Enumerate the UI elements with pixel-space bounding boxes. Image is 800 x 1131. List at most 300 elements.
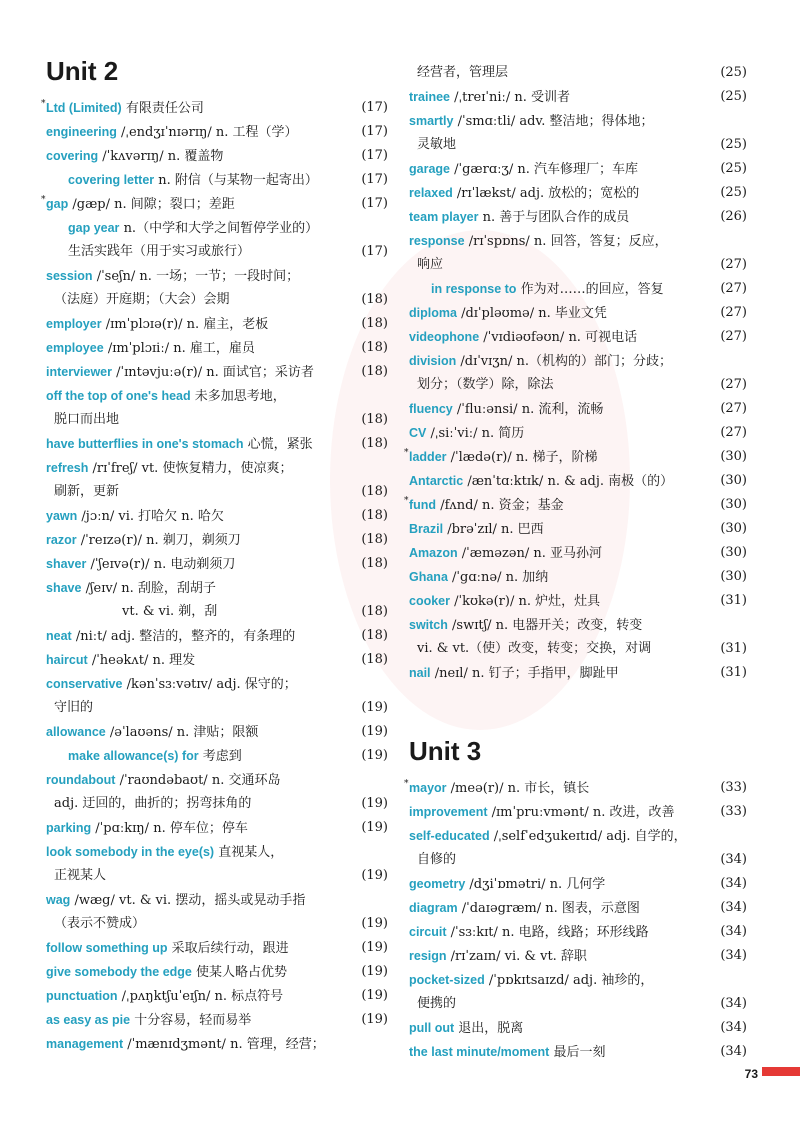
headword: management [46, 1037, 124, 1051]
vocab-entry [409, 968, 747, 992]
page-reference: (25) [720, 65, 747, 80]
entry-text [409, 421, 524, 446]
headword: Ghana [409, 570, 448, 584]
entry-text [46, 504, 224, 529]
definition: 采取后续行动，跟进 [171, 941, 289, 956]
vocab-entry-continuation [409, 253, 747, 277]
definition: /brəˈzɪl/ n. 巴西 [447, 522, 544, 537]
entry-text [54, 408, 119, 432]
headword: employer [46, 317, 102, 331]
vocab-entry [409, 157, 747, 181]
headword: employee [46, 341, 104, 355]
definition: /ˈgɑːnə/ n. 加纳 [452, 570, 549, 585]
definition: /ɪmˈplɔɪiː/ n. 雇工，雇员 [107, 341, 255, 356]
definition: /rɪˈspɒns/ n. 回答，答复；反应， [468, 234, 668, 249]
entry-text [68, 744, 242, 769]
vocab-entry [46, 432, 388, 456]
vocab-entry [409, 896, 747, 920]
page-reference: (30) [720, 497, 747, 512]
entry-text [404, 445, 598, 470]
definition: 心慌，紧张 [247, 437, 313, 452]
entry-text [46, 144, 223, 169]
definition: /ˈæməzən/ n. 亚马孙河 [461, 546, 603, 561]
definition: /ˈseʃn/ n. 一场；一节；一段时间； [96, 269, 300, 284]
page-reference: (18) [361, 652, 388, 667]
page-reference: (34) [720, 852, 747, 867]
headword: nail [409, 666, 431, 680]
headword: parking [46, 821, 92, 835]
headword: team player [409, 210, 479, 224]
entry-text [409, 661, 619, 686]
headword: engineering [46, 125, 117, 139]
entry-text [409, 613, 642, 638]
entry-text [46, 768, 280, 793]
headword: Amazon [409, 546, 458, 560]
page-reference: (18) [361, 508, 388, 523]
definition: /ˈfluːənsi/ n. 流利，流畅 [456, 402, 604, 417]
vocab-entry [409, 1040, 747, 1064]
vocab-entry [46, 1008, 388, 1032]
headword: gap year [68, 221, 120, 235]
definition: n.（中学和大学之间暂停学业的） [123, 221, 319, 236]
page-reference: (17) [361, 196, 388, 211]
entry-text [46, 960, 287, 985]
headword: resign [409, 949, 447, 963]
definition: /dɪˈvɪʒn/ n.（机构的）部门；分歧； [460, 354, 673, 369]
entry-text [409, 872, 605, 897]
headword: cooker [409, 594, 450, 608]
definition: vt. & vi. 剃，刮 [122, 604, 218, 619]
entry-text [417, 133, 456, 157]
headword: diagram [409, 901, 458, 915]
definition: 脱口而出地 [54, 412, 120, 427]
page-reference: (18) [361, 364, 388, 379]
entry-text [122, 600, 217, 624]
vocab-entry-continuation [46, 864, 388, 888]
entry-text [409, 157, 638, 182]
entry-text [46, 648, 195, 673]
headword: follow something up [46, 941, 168, 955]
entry-text [46, 672, 297, 697]
page-reference: (27) [720, 329, 747, 344]
entry-text [409, 896, 640, 921]
page-reference: (34) [720, 876, 747, 891]
entry-text [68, 216, 318, 241]
definition: 经营者，管理层 [417, 65, 509, 80]
headword: roundabout [46, 773, 116, 787]
vocab-entry-continuation [409, 848, 747, 872]
page-reference: (33) [720, 780, 747, 795]
vocab-entry [409, 277, 747, 301]
entry-text [46, 552, 235, 577]
entry-text [409, 944, 587, 969]
vocab-entry-continuation [46, 696, 388, 720]
headword: garage [409, 162, 450, 176]
definition: /gæp/ n. 间隙；裂口；差距 [72, 197, 235, 212]
vocab-entry [409, 421, 747, 445]
headword: CV [409, 426, 427, 440]
entry-text [417, 848, 456, 872]
entry-text [41, 96, 204, 121]
entry-text [417, 637, 651, 661]
page-reference: (31) [720, 641, 747, 656]
definition: /rɪˈlækst/ adj. 放松的；宽松的 [456, 186, 640, 201]
headword: razor [46, 533, 77, 547]
vocab-entry [409, 824, 747, 848]
headword: improvement [409, 805, 488, 819]
key-word-marker: * [404, 496, 409, 506]
definition: 退出，脱离 [458, 1021, 524, 1036]
vocab-entry [46, 984, 388, 1008]
definition: 自修的 [417, 852, 457, 867]
vocab-entry [409, 349, 747, 373]
page-reference: (34) [720, 1044, 747, 1059]
entry-text [417, 992, 456, 1016]
page-reference: (25) [720, 161, 747, 176]
unit-3-title: Unit 3 [409, 736, 482, 766]
headword: geometry [409, 877, 466, 891]
definition: /rɪˈfreʃ/ vt. 使恢复精力，使凉爽； [92, 461, 293, 476]
entry-text [409, 541, 602, 566]
headword: self-educated [409, 829, 490, 843]
definition: /ˈʃeɪvə(r)/ n. 电动剃须刀 [90, 557, 236, 572]
page-reference: (18) [361, 340, 388, 355]
definition: /ˈreɪzə(r)/ n. 剃刀，剃须刀 [80, 533, 241, 548]
entry-text [46, 720, 258, 745]
headword: response [409, 234, 465, 248]
definition: adj. 迂回的，曲折的；拐弯抹角的 [54, 796, 252, 811]
entry-text [404, 493, 564, 518]
entry-text [41, 192, 235, 217]
vocab-entry [46, 960, 388, 984]
entry-text [46, 576, 216, 601]
definition: /ˌsiːˈviː/ n. 简历 [430, 426, 525, 441]
vocab-entry-continuation [409, 61, 747, 85]
page-reference: (17) [361, 148, 388, 163]
vocab-entry-continuation [409, 133, 747, 157]
definition: 刷新，更新 [54, 484, 120, 499]
definition: /niːt/ adj. 整洁的，整齐的，有条理的 [75, 629, 296, 644]
page-reference: (18) [361, 628, 388, 643]
entry-text [46, 384, 286, 409]
vocab-entry [409, 397, 747, 421]
vocab-entry-continuation [46, 600, 388, 624]
vocab-entry [409, 181, 747, 205]
page-reference: (19) [361, 796, 388, 811]
definition: /ænˈtɑːktɪk/ n. & adj. 南极（的） [467, 474, 674, 489]
vocab-entry [46, 576, 388, 600]
headword: look somebody in the eye(s) [46, 845, 215, 859]
entry-text [68, 240, 250, 264]
definition: /ˌtreɪˈniː/ n. 受训者 [454, 90, 571, 105]
vocab-entry-continuation [46, 480, 388, 504]
page-reference: (25) [720, 185, 747, 200]
definition: 十分容易，轻而易举 [134, 1013, 252, 1028]
definition: 使某人略占优势 [196, 965, 288, 980]
definition: /ˌpʌŋktʃuˈeɪʃn/ n. 标点符号 [121, 989, 284, 1004]
definition: /ˈheəkʌt/ n. 理发 [91, 653, 196, 668]
definition: 灵敏地 [417, 137, 457, 152]
page-reference: (19) [361, 1012, 388, 1027]
vocab-entry [409, 205, 747, 229]
vocab-entry [409, 589, 747, 613]
definition: 便携的 [417, 996, 457, 1011]
page-reference: (18) [361, 604, 388, 619]
headword: fluency [409, 402, 453, 416]
page-reference: (19) [361, 748, 388, 763]
headword: refresh [46, 461, 89, 475]
definition: n. 善于与团队合作的成员 [482, 210, 630, 225]
vocab-entry-continuation [409, 373, 747, 397]
key-word-marker: * [404, 779, 409, 789]
entry-text [409, 565, 548, 590]
headword: trainee [409, 90, 450, 104]
definition: /ˈgærɑːʒ/ n. 汽车修理厂；车库 [454, 162, 639, 177]
definition: /ʃeɪv/ n. 刮脸，刮胡子 [85, 581, 216, 596]
definition: /ˈraʊndəbaʊt/ n. 交通环岛 [119, 773, 281, 788]
definition: /ˈdaɪəgræm/ n. 图表，示意图 [461, 901, 640, 916]
definition: /fʌnd/ n. 资金；基金 [440, 498, 564, 513]
entry-text [46, 432, 313, 457]
headword: session [46, 269, 93, 283]
page-reference: (34) [720, 900, 747, 915]
entry-text [46, 1032, 325, 1057]
vocab-entry-continuation [46, 792, 388, 816]
entry-text [409, 109, 653, 134]
page-reference: (19) [361, 940, 388, 955]
definition: （法庭）开庭期；（大会）会期 [54, 292, 230, 307]
vocab-entry [409, 85, 747, 109]
vocab-entry [409, 872, 747, 896]
headword: the last minute/moment [409, 1045, 550, 1059]
headword: shave [46, 581, 82, 595]
headword: Ltd (Limited) [46, 101, 122, 115]
vocab-entry [409, 1016, 747, 1040]
page-reference: (34) [720, 924, 747, 939]
entry-text [409, 301, 607, 326]
entry-text [68, 168, 318, 193]
vocab-entry [46, 456, 388, 480]
page-reference: (17) [361, 172, 388, 187]
headword: as easy as pie [46, 1013, 131, 1027]
vocab-entry [409, 920, 747, 944]
vocab-entry-continuation [409, 637, 747, 661]
page-reference: (19) [361, 820, 388, 835]
page-reference: (27) [720, 305, 747, 320]
headword: mayor [409, 781, 447, 795]
vocab-entry [46, 840, 388, 864]
page-reference: (18) [361, 412, 388, 427]
entry-text [409, 181, 639, 206]
vocab-entry [46, 336, 388, 360]
entry-text [431, 277, 664, 302]
definition: /ˌselfˈedʒukeɪtɪd/ adj. 自学的， [493, 829, 687, 844]
vocab-entry [409, 469, 747, 493]
entry-text [46, 840, 283, 865]
definition: 划分；（数学）除，除法 [417, 377, 554, 392]
page-number-bar [762, 1067, 800, 1076]
page-reference: (30) [720, 569, 747, 584]
entry-text [417, 61, 508, 85]
entry-text [46, 984, 283, 1009]
vocab-entry [46, 768, 388, 792]
page-reference: (18) [361, 532, 388, 547]
vocab-entry [46, 624, 388, 648]
vocab-entry [409, 109, 747, 133]
page-reference: (25) [720, 137, 747, 152]
vocab-entry [46, 720, 388, 744]
page-reference: (18) [361, 556, 388, 571]
vocab-entry [46, 936, 388, 960]
headword: haircut [46, 653, 88, 667]
entry-text [409, 517, 544, 542]
definition: /ˈsmɑːtli/ adv. 整洁地；得体地； [457, 114, 654, 129]
page-reference: (33) [720, 804, 747, 819]
headword: off the top of one's head [46, 389, 191, 403]
entry-text [409, 1016, 523, 1041]
entry-text [409, 968, 653, 993]
entry-text [46, 312, 268, 337]
page-reference: (30) [720, 449, 747, 464]
headword: smartly [409, 114, 454, 128]
page-number: 73 [744, 1067, 758, 1081]
vocab-entry [46, 384, 388, 408]
page-reference: (19) [361, 868, 388, 883]
definition: /ˌendʒɪˈnɪərɪŋ/ n. 工程（学） [120, 125, 298, 140]
vocab-entry [46, 120, 388, 144]
page-reference: (18) [361, 316, 388, 331]
headword: ladder [409, 450, 447, 464]
headword: diploma [409, 306, 457, 320]
vocab-entry [46, 360, 388, 384]
definition: 响应 [417, 257, 444, 272]
headword: switch [409, 618, 448, 632]
entry-text [54, 792, 251, 816]
page-reference: (27) [720, 281, 747, 296]
headword: fund [409, 498, 437, 512]
headword: shaver [46, 557, 87, 571]
headword: in response to [431, 282, 517, 296]
unit-3-entry-list [404, 776, 747, 1064]
page-reference: (19) [361, 964, 388, 979]
entry-text [409, 397, 603, 422]
vocab-entry [409, 613, 747, 637]
unit-2-title: Unit 2 [46, 56, 119, 86]
vocab-entry-continuation [46, 912, 388, 936]
headword: have butterflies in one's stomach [46, 437, 244, 451]
vocab-entry [46, 888, 388, 912]
definition: /meə(r)/ n. 市长，镇长 [450, 781, 590, 796]
definition: /jɔːn/ vi. 打哈欠 n. 哈欠 [81, 509, 224, 524]
entry-text [54, 696, 93, 720]
key-word-marker: * [404, 448, 409, 458]
page-reference: (27) [720, 425, 747, 440]
page-reference: (26) [720, 209, 747, 224]
headword: give somebody the edge [46, 965, 192, 979]
vocab-entry [409, 661, 747, 685]
vocab-entry [46, 504, 388, 528]
unit-2-entry-list [41, 96, 388, 1056]
vocab-entry [46, 1032, 388, 1056]
definition: /kənˈsɜːvətɪv/ adj. 保守的； [126, 677, 297, 692]
entry-text [54, 912, 145, 936]
entry-text [54, 480, 119, 504]
headword: videophone [409, 330, 480, 344]
headword: punctuation [46, 989, 118, 1003]
vocab-entry [409, 325, 747, 349]
vocab-entry [404, 445, 747, 469]
definition: /wæg/ vt. & vi. 摆动，摇头或晃动手指 [74, 893, 306, 908]
entry-text [417, 253, 443, 277]
vocab-entry [46, 672, 388, 696]
page-reference: (18) [361, 484, 388, 499]
vocab-entry [41, 96, 388, 120]
unit-2-entry-list-continued [404, 61, 747, 685]
definition: /dʒiˈɒmətri/ n. 几何学 [469, 877, 606, 892]
entry-text [46, 1008, 251, 1033]
vocab-entry [46, 552, 388, 576]
definition: /ˈɪntəvjuːə(r)/ n. 面试官；采访者 [116, 365, 314, 380]
vocab-entry [46, 312, 388, 336]
vocab-entry [46, 144, 388, 168]
headword: neat [46, 629, 72, 643]
page-reference: (30) [720, 473, 747, 488]
page-reference: (30) [720, 521, 747, 536]
definition: /ɪmˈpruːvmənt/ n. 改进，改善 [491, 805, 675, 820]
headword: conservative [46, 677, 123, 691]
definition: 守旧的 [54, 700, 94, 715]
entry-text [54, 864, 106, 888]
entry-text [404, 776, 590, 801]
definition: vi. & vt.（使）改变，转变；交换，对调 [417, 641, 652, 656]
definition: /ˈsɜːkɪt/ n. 电路，线路；环形线路 [450, 925, 649, 940]
page-reference: (17) [361, 124, 388, 139]
headword: gap [46, 197, 69, 211]
entry-text [409, 85, 570, 110]
vocab-entry [409, 944, 747, 968]
entry-text [46, 624, 295, 649]
vocab-entry [409, 229, 747, 253]
page-reference: (34) [720, 1020, 747, 1035]
vocab-entry-continuation [46, 240, 388, 264]
vocab-entry-continuation [409, 992, 747, 1016]
headword: allowance [46, 725, 106, 739]
entry-text [46, 528, 241, 553]
definition: /ˈlædə(r)/ n. 梯子，阶梯 [450, 450, 598, 465]
entry-text [409, 800, 674, 825]
key-word-marker: * [41, 99, 46, 109]
page-reference: (19) [361, 988, 388, 1003]
vocab-entry [404, 776, 747, 800]
vocab-entry [409, 800, 747, 824]
page-reference: (27) [720, 401, 747, 416]
page-reference: (19) [361, 916, 388, 931]
vocab-entry [46, 528, 388, 552]
definition: 正视某人 [54, 868, 107, 883]
vocab-entry [404, 493, 747, 517]
page-reference: (27) [720, 257, 747, 272]
vocab-entry [41, 192, 388, 216]
entry-text [409, 349, 672, 374]
headword: Antarctic [409, 474, 464, 488]
headword: wag [46, 893, 71, 907]
definition: /ˈvɪdiəʊfəʊn/ n. 可视电话 [483, 330, 638, 345]
vocab-entry [46, 744, 388, 768]
headword: covering letter [68, 173, 155, 187]
definition: /ˈkʊkə(r)/ n. 炉灶，灶具 [454, 594, 601, 609]
definition: 生活实践年（用于实习或旅行） [68, 244, 251, 259]
page-reference: (34) [720, 996, 747, 1011]
